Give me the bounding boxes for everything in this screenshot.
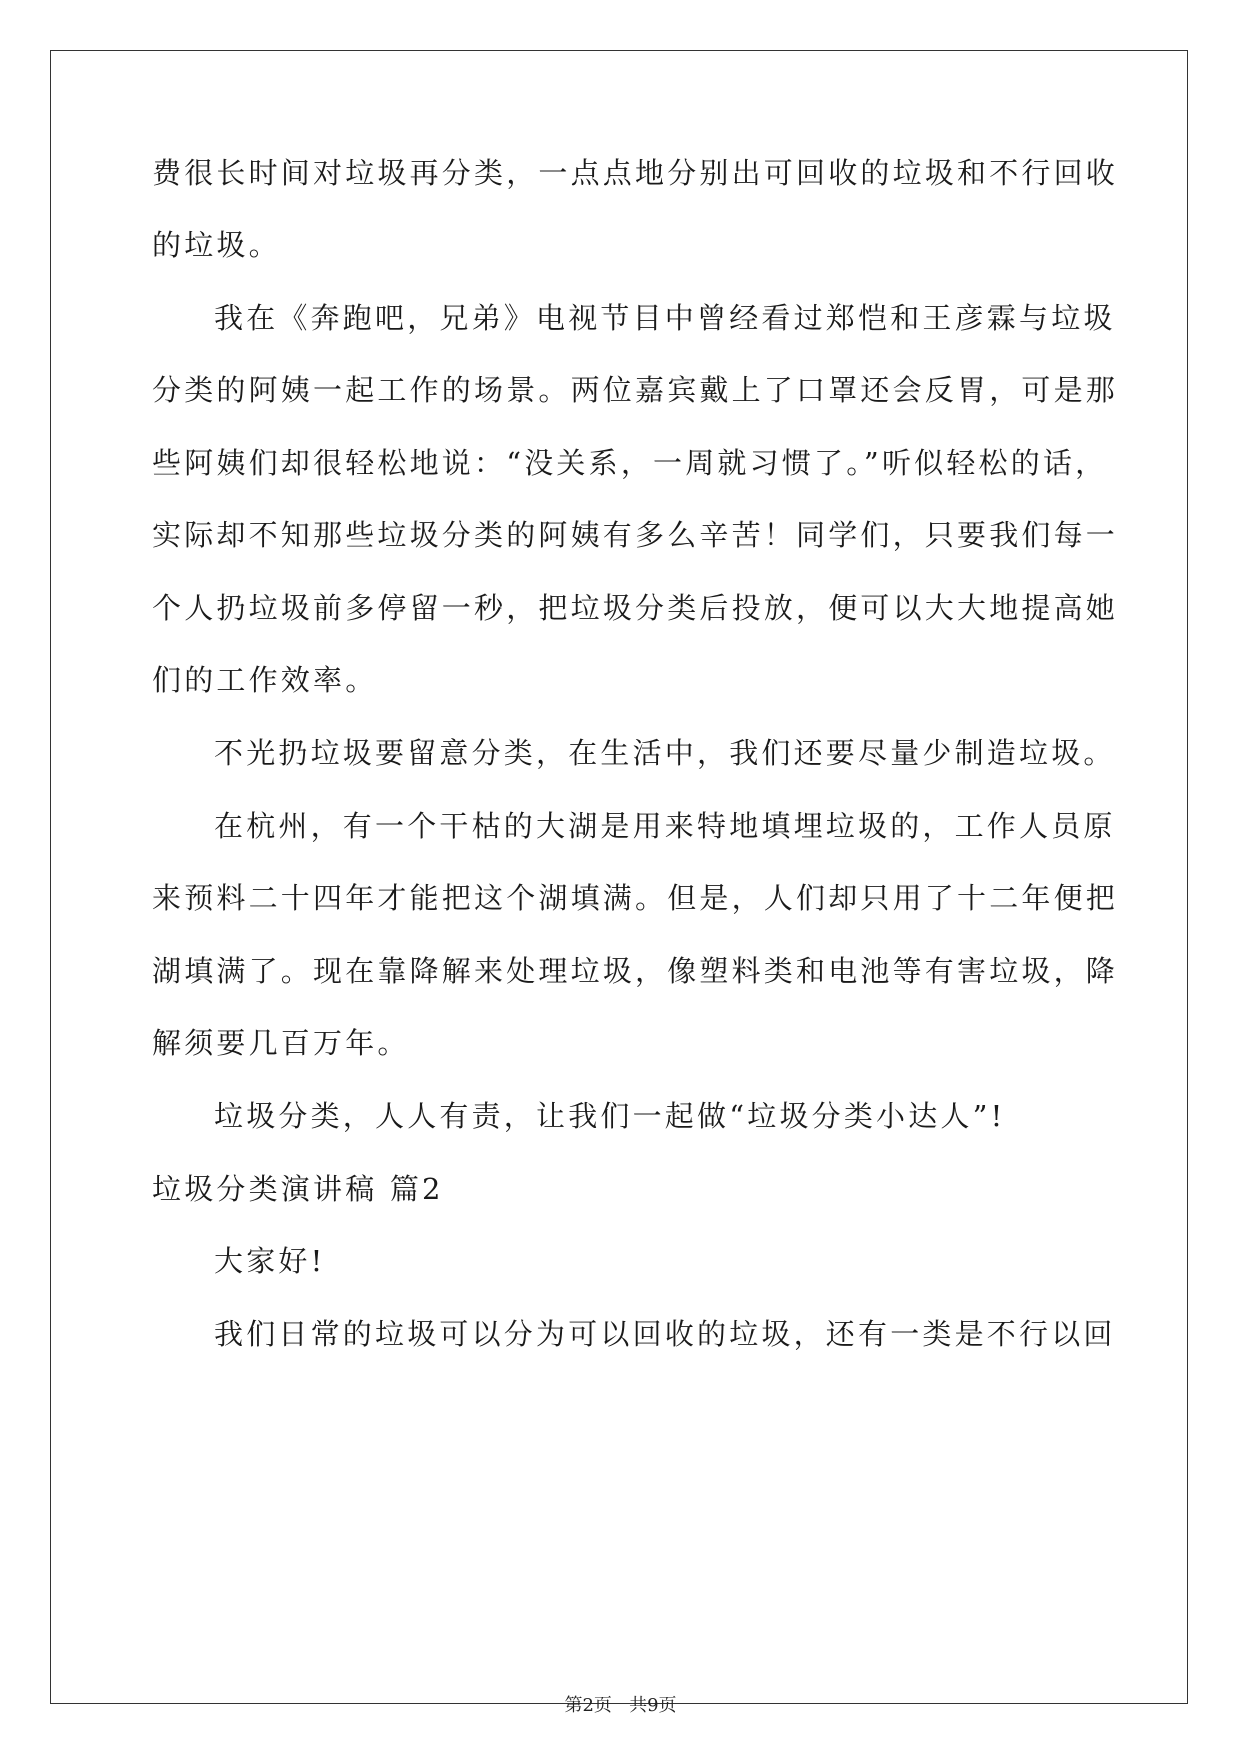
text-line: 实际却不知那些垃圾分类的阿姨有多么辛苦！同学们，只要我们每一 (152, 518, 1119, 552)
section-heading: 垃圾分类演讲稿 篇2 (152, 1172, 444, 1206)
text-line: 我们日常的垃圾可以分为可以回收的垃圾，还有一类是不行以回 (214, 1317, 1116, 1351)
text-line: 不光扔垃圾要留意分类，在生活中，我们还要尽量少制造垃圾。 (214, 736, 1116, 770)
text-line: 些阿姨们却很轻松地说：“没关系，一周就习惯了。”听似轻松的话， (152, 446, 1108, 480)
page-footer (0, 1694, 1241, 1718)
page-total: 共9页 (629, 1695, 677, 1716)
page-number: 第2页 (564, 1695, 612, 1716)
text-line: 垃圾分类，人人有责，让我们一起做“垃圾分类小达人”! (214, 1099, 1006, 1133)
text-line: 的垃圾。 (152, 228, 281, 262)
text-line: 解须要几百万年。 (152, 1026, 410, 1060)
text-line: 们的工作效率。 (152, 663, 378, 697)
text-line: 在杭州，有一个干枯的大湖是用来特地填埋垃圾的，工作人员原 (214, 809, 1116, 843)
greeting-line: 大家好! (214, 1244, 326, 1278)
text-line: 来预料二十四年才能把这个湖填满。但是，人们却只用了十二年便把 (152, 881, 1119, 915)
text-line: 分类的阿姨一起工作的场景。两位嘉宾戴上了口罩还会反胃，可是那 (152, 373, 1119, 407)
text-line: 我在《奔跑吧，兄弟》电视节目中曾经看过郑恺和王彦霖与垃圾 (214, 301, 1116, 335)
text-line: 湖填满了。现在靠降解来处理垃圾，像塑料类和电池等有害垃圾，降 (152, 954, 1119, 988)
text-line: 个人扔垃圾前多停留一秒，把垃圾分类后投放，便可以大大地提高她 (152, 591, 1119, 625)
text-line: 费很长时间对垃圾再分类，一点点地分别出可回收的垃圾和不行回收 (152, 156, 1119, 190)
